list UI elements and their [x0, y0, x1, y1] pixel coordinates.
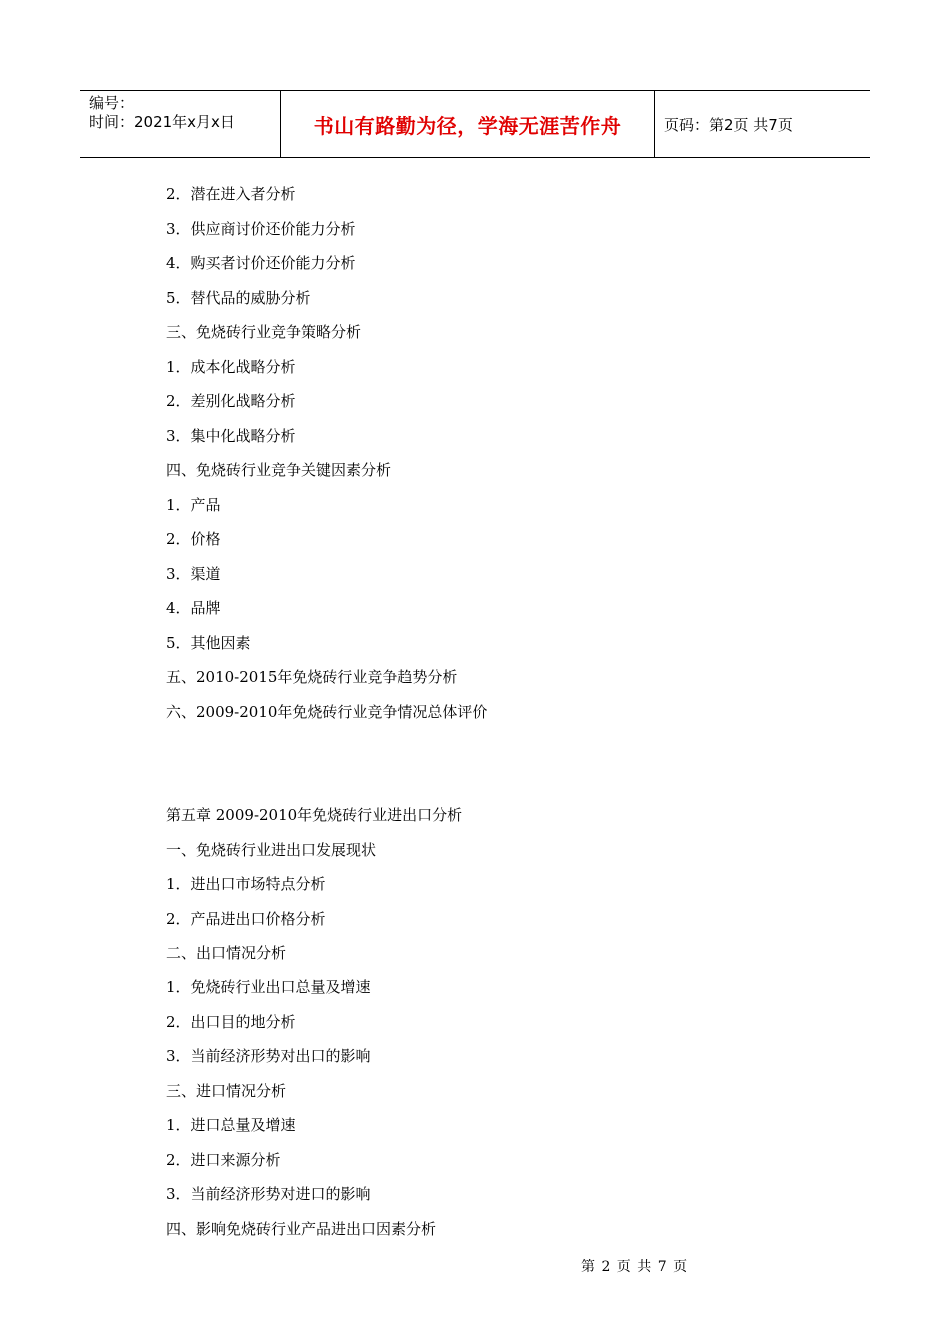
toc-item: 2．差别化战略分析 [166, 392, 296, 410]
toc-section-heading: 四、免烧砖行业竞争关键因素分析 [166, 461, 392, 479]
page-header [80, 90, 870, 158]
toc-section-heading: 三、免烧砖行业竞争策略分析 [166, 323, 362, 341]
toc-section-heading: 一、免烧砖行业进出口发展现状 [166, 841, 377, 859]
toc-item: 1．进口总量及增速 [166, 1116, 296, 1134]
toc-item: 5．替代品的威胁分析 [166, 289, 311, 307]
toc-item: 4．品牌 [166, 599, 221, 617]
toc-item: 1．成本化战略分析 [166, 358, 296, 376]
toc-item: 2．价格 [166, 530, 221, 548]
toc-section-heading: 五、2010-2015年免烧砖行业竞争趋势分析 [166, 668, 458, 686]
toc-section-heading: 四、影响免烧砖行业产品进出口因素分析 [166, 1220, 437, 1238]
toc-item: 3．当前经济形势对出口的影响 [166, 1047, 371, 1065]
toc-item: 1．进出口市场特点分析 [166, 875, 326, 893]
toc-chapter-heading: 第五章 2009-2010年免烧砖行业进出口分析 [166, 806, 463, 824]
header-page-info: 页码：第2页 共7页 [664, 115, 793, 134]
page-footer-number: 第 2 页 共 7 页 [581, 1259, 689, 1275]
toc-item: 1．产品 [166, 496, 221, 514]
toc-item: 2．潜在进入者分析 [166, 185, 296, 203]
toc-item: 3．渠道 [166, 565, 221, 583]
document-time-label: 时间：2021年x月x日 [89, 113, 235, 131]
toc-item: 1．免烧砖行业出口总量及增速 [166, 978, 371, 996]
toc-item: 5．其他因素 [166, 634, 251, 652]
toc-item: 4．购买者讨价还价能力分析 [166, 254, 356, 272]
header-meta [80, 91, 281, 157]
toc-item: 2．出口目的地分析 [166, 1013, 296, 1031]
toc-section-heading: 六、2009-2010年免烧砖行业竞争情况总体评价 [166, 703, 488, 721]
toc-section-heading: 二、出口情况分析 [166, 944, 287, 962]
toc-item: 3．当前经济形势对进口的影响 [166, 1185, 371, 1203]
toc-item: 3．供应商讨价还价能力分析 [166, 220, 356, 238]
toc-item: 2．进口来源分析 [166, 1151, 281, 1169]
toc-item: 2．产品进出口价格分析 [166, 910, 326, 928]
toc-item: 3．集中化战略分析 [166, 427, 296, 445]
header-motto: 书山有路勤为径，学海无涯苦作舟 [281, 91, 655, 157]
toc-section-heading: 三、进口情况分析 [166, 1082, 287, 1100]
document-number-label: 编号： [89, 94, 135, 112]
